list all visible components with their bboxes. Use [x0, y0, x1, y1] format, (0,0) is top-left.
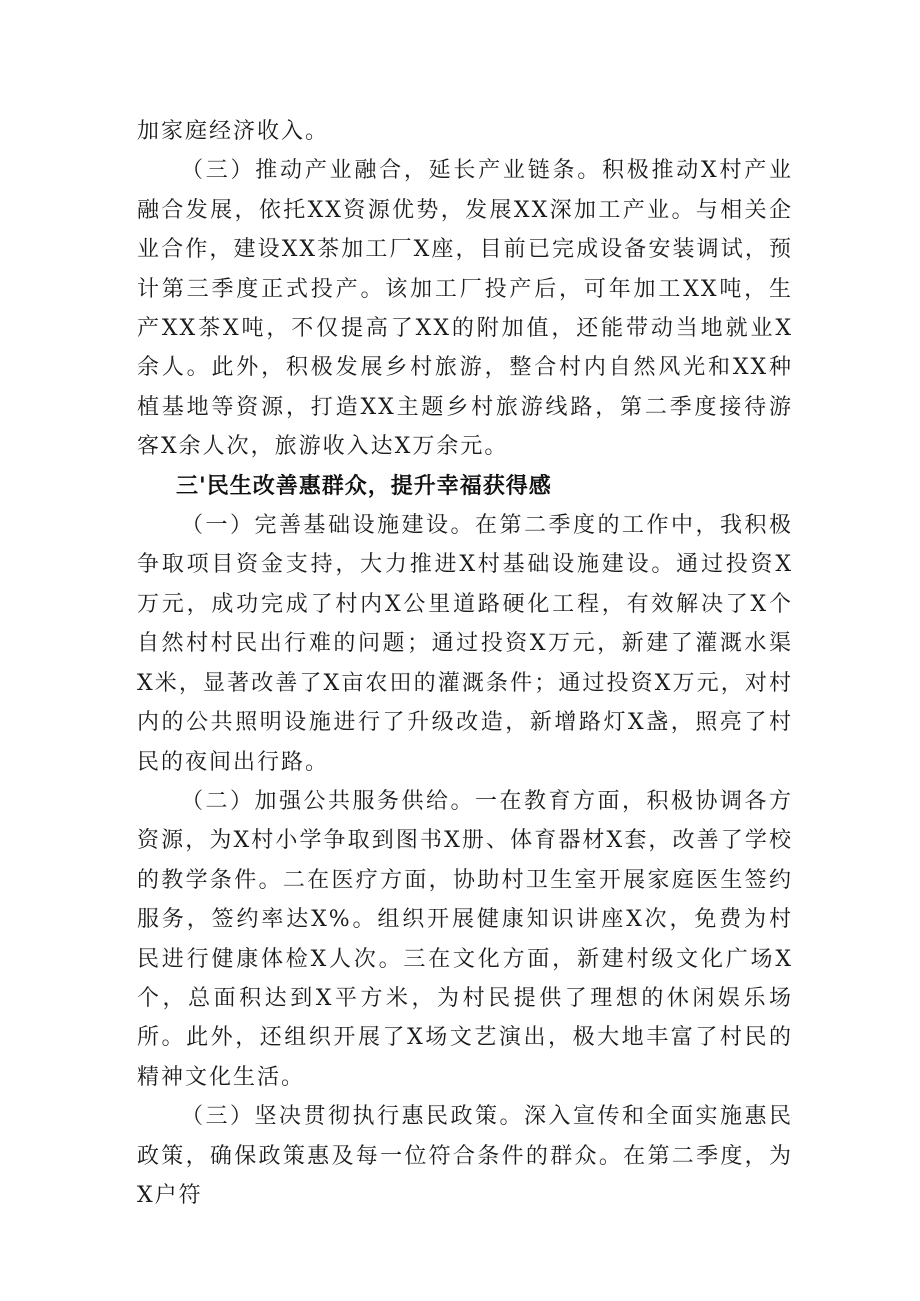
paragraph-infrastructure: （一）完善基础设施建设。在第二季度的工作中，我积极争取项目资金支持，大力推进X村基础设施建设。通过投资X万元，成功完成了村内X公里道路硬化工程，有效解决了X个自然村村民出行难的问题；通过投资X万元，新建了灌溉水渠X米，显著改善了X亩农田的灌溉条件；通过投资X万元，对村内的公共照明设施进行了升级改造，新增路灯X盏，照亮了村民的夜间出行路。 — [137, 513, 793, 775]
document-body — [137, 112, 793, 1215]
paragraph-benefit-policies: （三）坚决贯彻执行惠民政策。深入宣传和全面实施惠民政策，确保政策惠及每一位符合条件的群众。在第二季度，为X户符 — [137, 1104, 793, 1208]
paragraph-continuation: 加家庭经济收入。 — [137, 119, 330, 144]
paragraph-industry-integration: （三）推动产业融合，延长产业链条。积极推动X村产业融合发展，依托XX资源优势，发展XX深加工产业。与相关企业合作，建设XX茶加工厂X座，目前已完成设备安装调试，预计第三季度正式投产。该加工厂投产后，可年加工XX吨，生产XX茶X吨，不仅提高了XX的附加值，还能带动当地就业X余人。此外，积极发展乡村旅游，整合村内自然风光和XX种植基地等资源，打造XX主题乡村旅游线路，第二季度接待游客X余人次，旅游收入达X万余元。 — [137, 158, 793, 460]
section-heading-livelihood: 三'民生改善惠群众，提升幸福获得感 — [176, 473, 552, 499]
paragraph-public-services: （二）加强公共服务供给。一在教育方面，积极协调各方资源，为X村小学争取到图书X册、体育器材X套，改善了学校的教学条件。二在医疗方面，协助村卫生室开展家庭医生签约服务，签约率达X%。组织开展健康知识讲座X次，免费为村民进行健康体检X人次。三在文化方面，新建村级文化广场X个，总面积达到X平方米，为村民提供了理想的休闲娱乐场所。此外，还组织开展了X场文艺演出，极大地丰富了村民的精神文化生活。 — [137, 788, 793, 1090]
